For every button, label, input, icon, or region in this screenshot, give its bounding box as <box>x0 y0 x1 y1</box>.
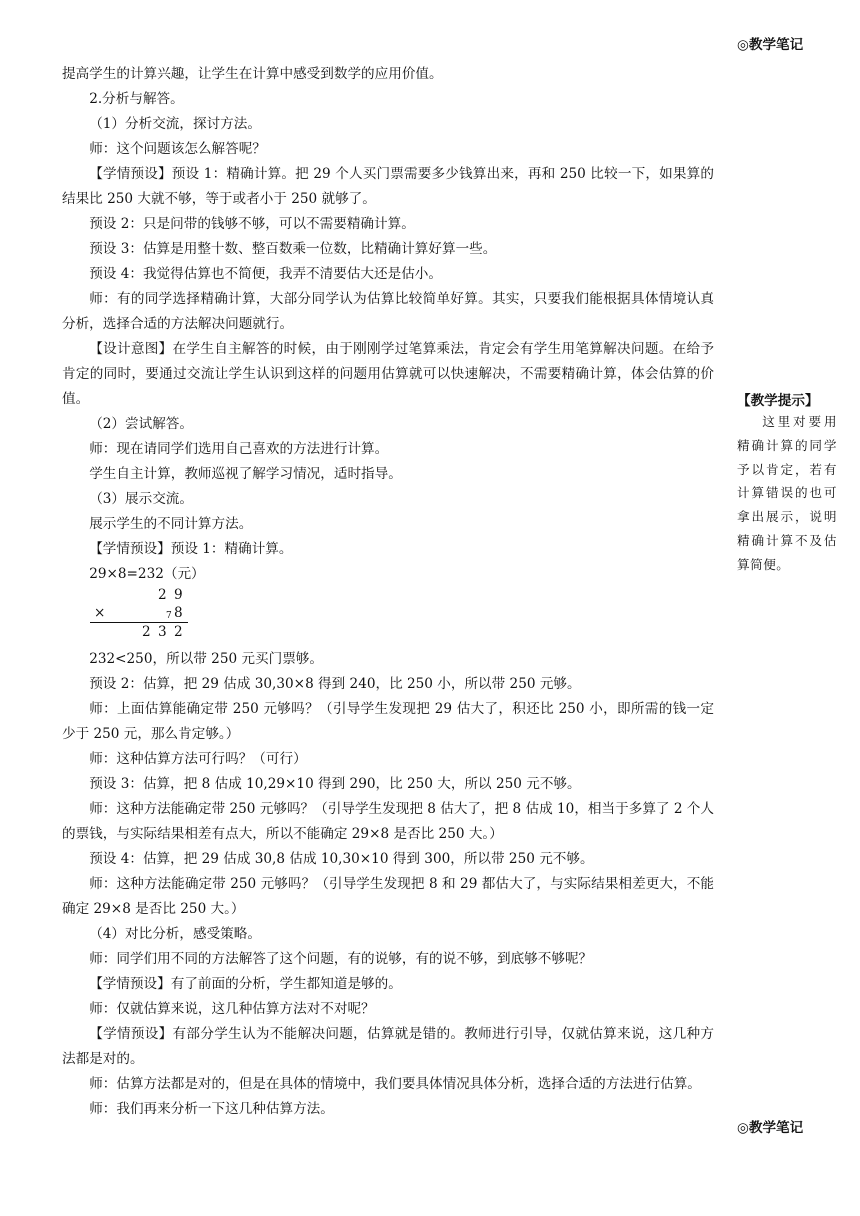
paragraph: 师：这种方法能确定带 250 元够吗？（引导学生发现把 8 估大了，把 8 估成 10，相当于多算了 2 个人的票钱，与实际结果相差有点大，所以不能确定 29×8 是否比 250 大。） <box>62 801 714 842</box>
calc-digit: 2 <box>158 587 167 603</box>
teaching-tip-title: 【教学提示】 <box>737 393 819 409</box>
paragraph: 师：同学们用不同的方法解答了这个问题，有的说够，有的说不够，到底够不够呢？ <box>89 951 593 967</box>
paragraph: 提高学生的计算兴趣，让学生在计算中感受到数学的应用价值。 <box>62 66 443 82</box>
equation: 29×8=232（元） <box>89 566 205 582</box>
subsection-heading: （3）展示交流。 <box>89 491 193 507</box>
paragraph: 预设 4：我觉得估算也不简便，我弄不清要估大还是估小。 <box>89 266 442 282</box>
paragraph: 学生自主计算，教师巡视了解学习情况，适时指导。 <box>89 466 402 482</box>
paragraph: 预设 4：估算，把 29 估成 30,8 估成 10,30×10 得到 300，所以带 250 元不够。 <box>89 851 594 867</box>
calc-rule <box>90 622 188 623</box>
paragraph: 师：这种方法能确定带 250 元够吗？（引导学生发现把 8 和 29 都估大了，与实际结果相差更大，不能确定 29×8 是否比 250 大。） <box>62 876 714 917</box>
paragraph: 师：这种估算方法可行吗？（可行） <box>89 751 307 767</box>
paragraph: 师：估算方法都是对的，但是在具体的情境中，我们要具体情况具体分析，选择合适的方法进行估算。 <box>89 1076 701 1092</box>
paragraph: 师：有的同学选择精确计算，大部分同学认为估算比较简单好算。其实，只要我们能根据具体情境认真分析，选择合适的方法解决问题就行。 <box>62 291 714 332</box>
paragraph: 预设 2：只是问带的钱够不够，可以不需要精确计算。 <box>89 216 415 232</box>
calc-digit: 2 <box>174 624 183 640</box>
paragraph: 师：我们再来分析一下这几种估算方法。 <box>89 1101 334 1117</box>
paragraph: 师：这个问题该怎么解答呢？ <box>89 141 266 157</box>
teaching-tip-text: 这里对要用精确计算的同学予以肯定，若有计算错误的也可拿出展示，说明精确计算不及估算简便。 <box>737 414 837 572</box>
paragraph: 【学情预设】有部分学生认为不能解决问题，估算就是错的。教师进行引导，仅就估算来说，这几种方法都是对的。 <box>62 1026 714 1067</box>
paragraph: 预设 3：估算是用整十数、整百数乘一位数，比精确计算好算一些。 <box>89 241 497 257</box>
paragraph: 师：仅就估算来说，这几种估算方法对不对呢？ <box>89 1001 375 1017</box>
paragraph: 预设 3：估算，把 8 估成 10,29×10 得到 290，比 250 大，所以 250 元不够。 <box>89 776 581 792</box>
subsection-heading: （2）尝试解答。 <box>89 416 193 432</box>
teaching-notes-header-top: ◎教学笔记 <box>737 37 804 53</box>
calc-digit: 9 <box>174 587 183 603</box>
teaching-notes-header-bottom: ◎教学笔记 <box>737 1120 804 1136</box>
calc-digit: 2 <box>142 624 151 640</box>
calc-digit: 3 <box>158 624 167 640</box>
teaching-tip-box <box>737 410 837 577</box>
paragraph: 232<250，所以带 250 元买门票够。 <box>89 651 323 667</box>
calc-operator: × <box>94 605 106 621</box>
paragraph: 预设 2：估算，把 29 估成 30,30×8 得到 240，比 250 小，所以带 250 元够。 <box>89 676 581 692</box>
paragraph: 【学情预设】预设 1：精确计算。把 29 个人买门票需要多少钱算出来，再和 250 比较一下，如果算的结果比 250 大就不够，等于或者小于 250 就够了。 <box>62 166 714 207</box>
calc-digit: 8 <box>174 605 183 621</box>
paragraph: 师：上面估算能确定带 250 元够吗？（引导学生发现把 29 估大了，积还比 250 小，即所需的钱一定少于 250 元，那么肯定够。） <box>62 701 714 742</box>
vertical-multiplication <box>90 587 200 641</box>
subsection-heading: （1）分析交流，探讨方法。 <box>89 116 261 132</box>
paragraph: 展示学生的不同计算方法。 <box>89 516 253 532</box>
lesson-body <box>62 62 714 1122</box>
paragraph: 【学情预设】有了前面的分析，学生都知道是够的。 <box>89 976 402 992</box>
paragraph: 【设计意图】在学生自主解答的时候，由于刚刚学过笔算乘法，肯定会有学生用笔算解决问题。在给予肯定的同时，要通过交流让学生认识到这样的问题用估算就可以快速解决，不需要精确计算，体会估算的价值。 <box>62 341 714 407</box>
paragraph: 师：现在请同学们选用自己喜欢的方法进行计算。 <box>89 441 389 457</box>
calc-carry: 7 <box>166 611 172 621</box>
section-heading: 2.分析与解答。 <box>89 91 184 107</box>
subsection-heading: （4）对比分析，感受策略。 <box>89 926 261 942</box>
paragraph: 【学情预设】预设 1：精确计算。 <box>89 541 293 557</box>
